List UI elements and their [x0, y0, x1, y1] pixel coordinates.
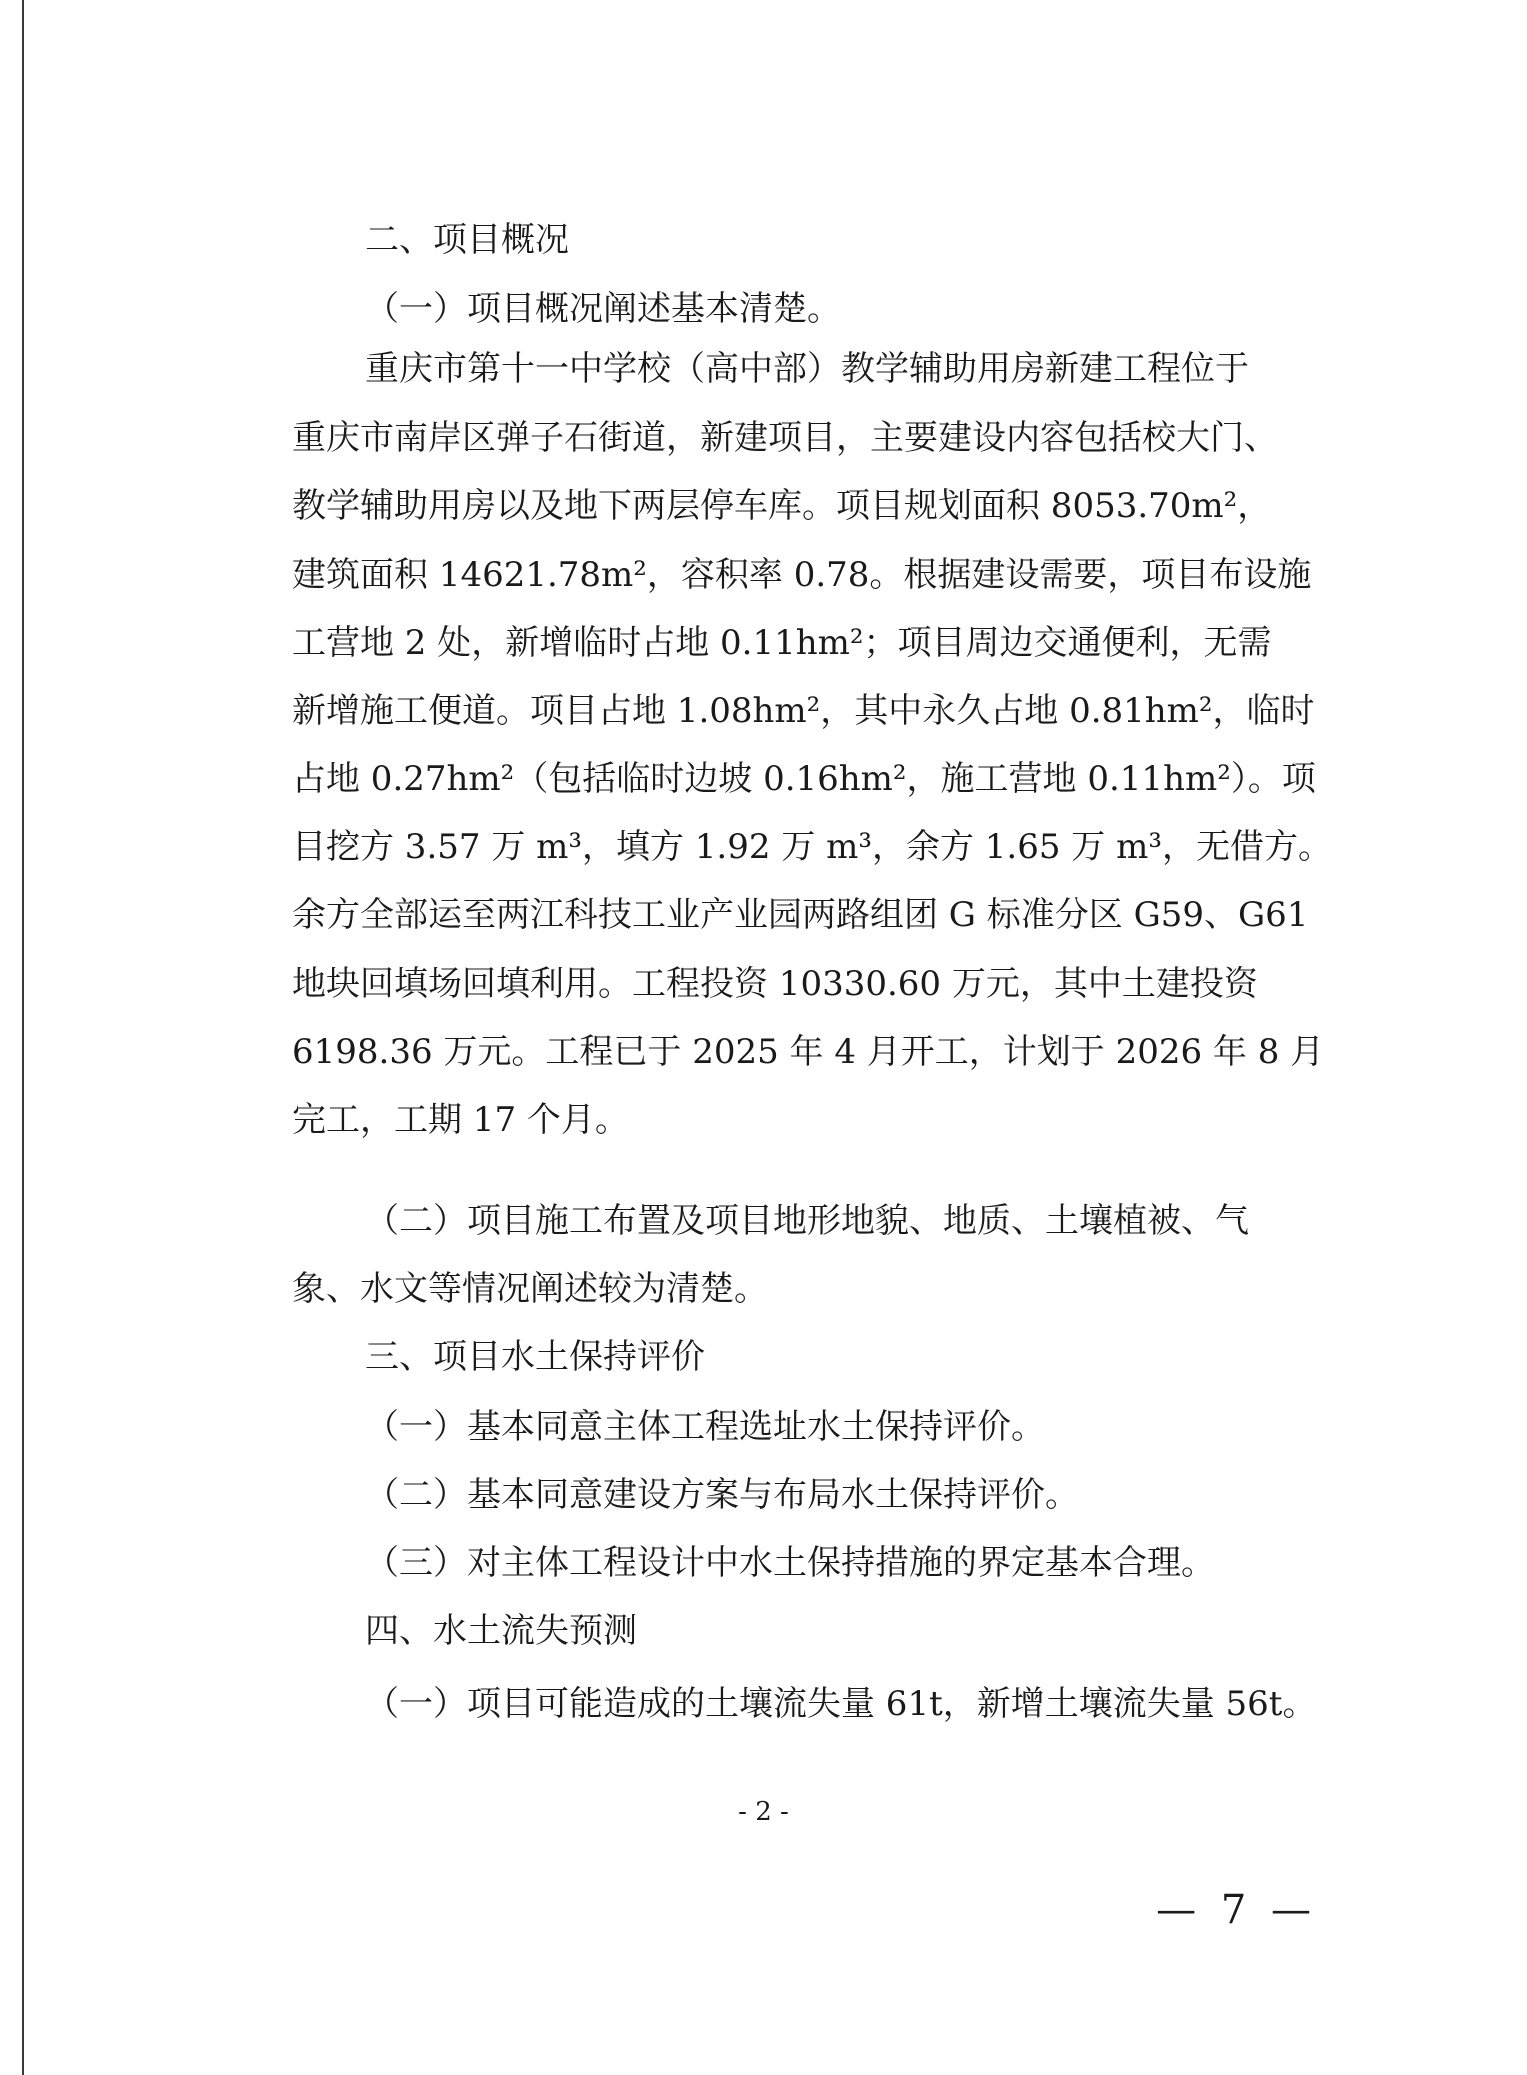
evaluation-item-site-selection: （一）基本同意主体工程选址水土保持评价。: [365, 1407, 1045, 1447]
section-heading-soil-conservation-evaluation: 三、项目水土保持评价: [365, 1337, 705, 1377]
paragraph-line: 工营地 2 处，新增临时占地 0.11hm²；项目周边交通便利，无需: [292, 623, 1272, 663]
prediction-item-soil-loss: （一）项目可能造成的土壤流失量 61t，新增土壤流失量 56t。: [365, 1684, 1317, 1724]
binding-margin-line: [22, 0, 24, 2075]
paragraph-line: 6198.36 万元。工程已于 2025 年 4 月开工，计划于 2026 年 8 月: [292, 1032, 1325, 1072]
sheet-number: - 2 -: [738, 1797, 789, 1827]
paragraph-line: 地块回填场回填利用。工程投资 10330.60 万元，其中土建投资: [292, 964, 1258, 1004]
paragraph-line: 占地 0.27hm²（包括临时边坡 0.16hm²，施工营地 0.11hm²）。项: [292, 759, 1316, 799]
paragraph-line: 余方全部运至两江科技工业产业园两路组团 G 标准分区 G59、G61: [292, 895, 1309, 935]
evaluation-item-measures: （三）对主体工程设计中水土保持措施的界定基本合理。: [365, 1543, 1215, 1583]
paragraph-line: 建筑面积 14621.78m²，容积率 0.78。根据建设需要，项目布设施: [292, 555, 1312, 595]
subsection-overview-clear: （一）项目概况阐述基本清楚。: [365, 289, 841, 329]
subsection-construction-layout: （二）项目施工布置及项目地形地貌、地质、土壤植被、气: [365, 1201, 1249, 1241]
paragraph-line: 重庆市南岸区弹子石街道，新建项目，主要建设内容包括校大门、: [292, 418, 1278, 458]
page-number: — 7 —: [1156, 1887, 1317, 1933]
paragraph-line: 目挖方 3.57 万 m³，填方 1.92 万 m³，余方 1.65 万 m³，无借方。: [292, 827, 1332, 867]
evaluation-item-layout: （二）基本同意建设方案与布局水土保持评价。: [365, 1475, 1079, 1515]
paragraph-line: 教学辅助用房以及地下两层停车库。项目规划面积 8053.70m²，: [292, 486, 1272, 526]
paragraph-line: 完工，工期 17 个月。: [292, 1100, 629, 1140]
section-heading-project-overview: 二、项目概况: [365, 220, 569, 260]
paragraph-line: 新增施工便道。项目占地 1.08hm²，其中永久占地 0.81hm²，临时: [292, 691, 1315, 731]
section-heading-soil-loss-prediction: 四、水土流失预测: [365, 1611, 637, 1651]
paragraph-line: 重庆市第十一中学校（高中部）教学辅助用房新建工程位于: [365, 349, 1249, 389]
paragraph-line: 象、水文等情况阐述较为清楚。: [292, 1269, 768, 1309]
